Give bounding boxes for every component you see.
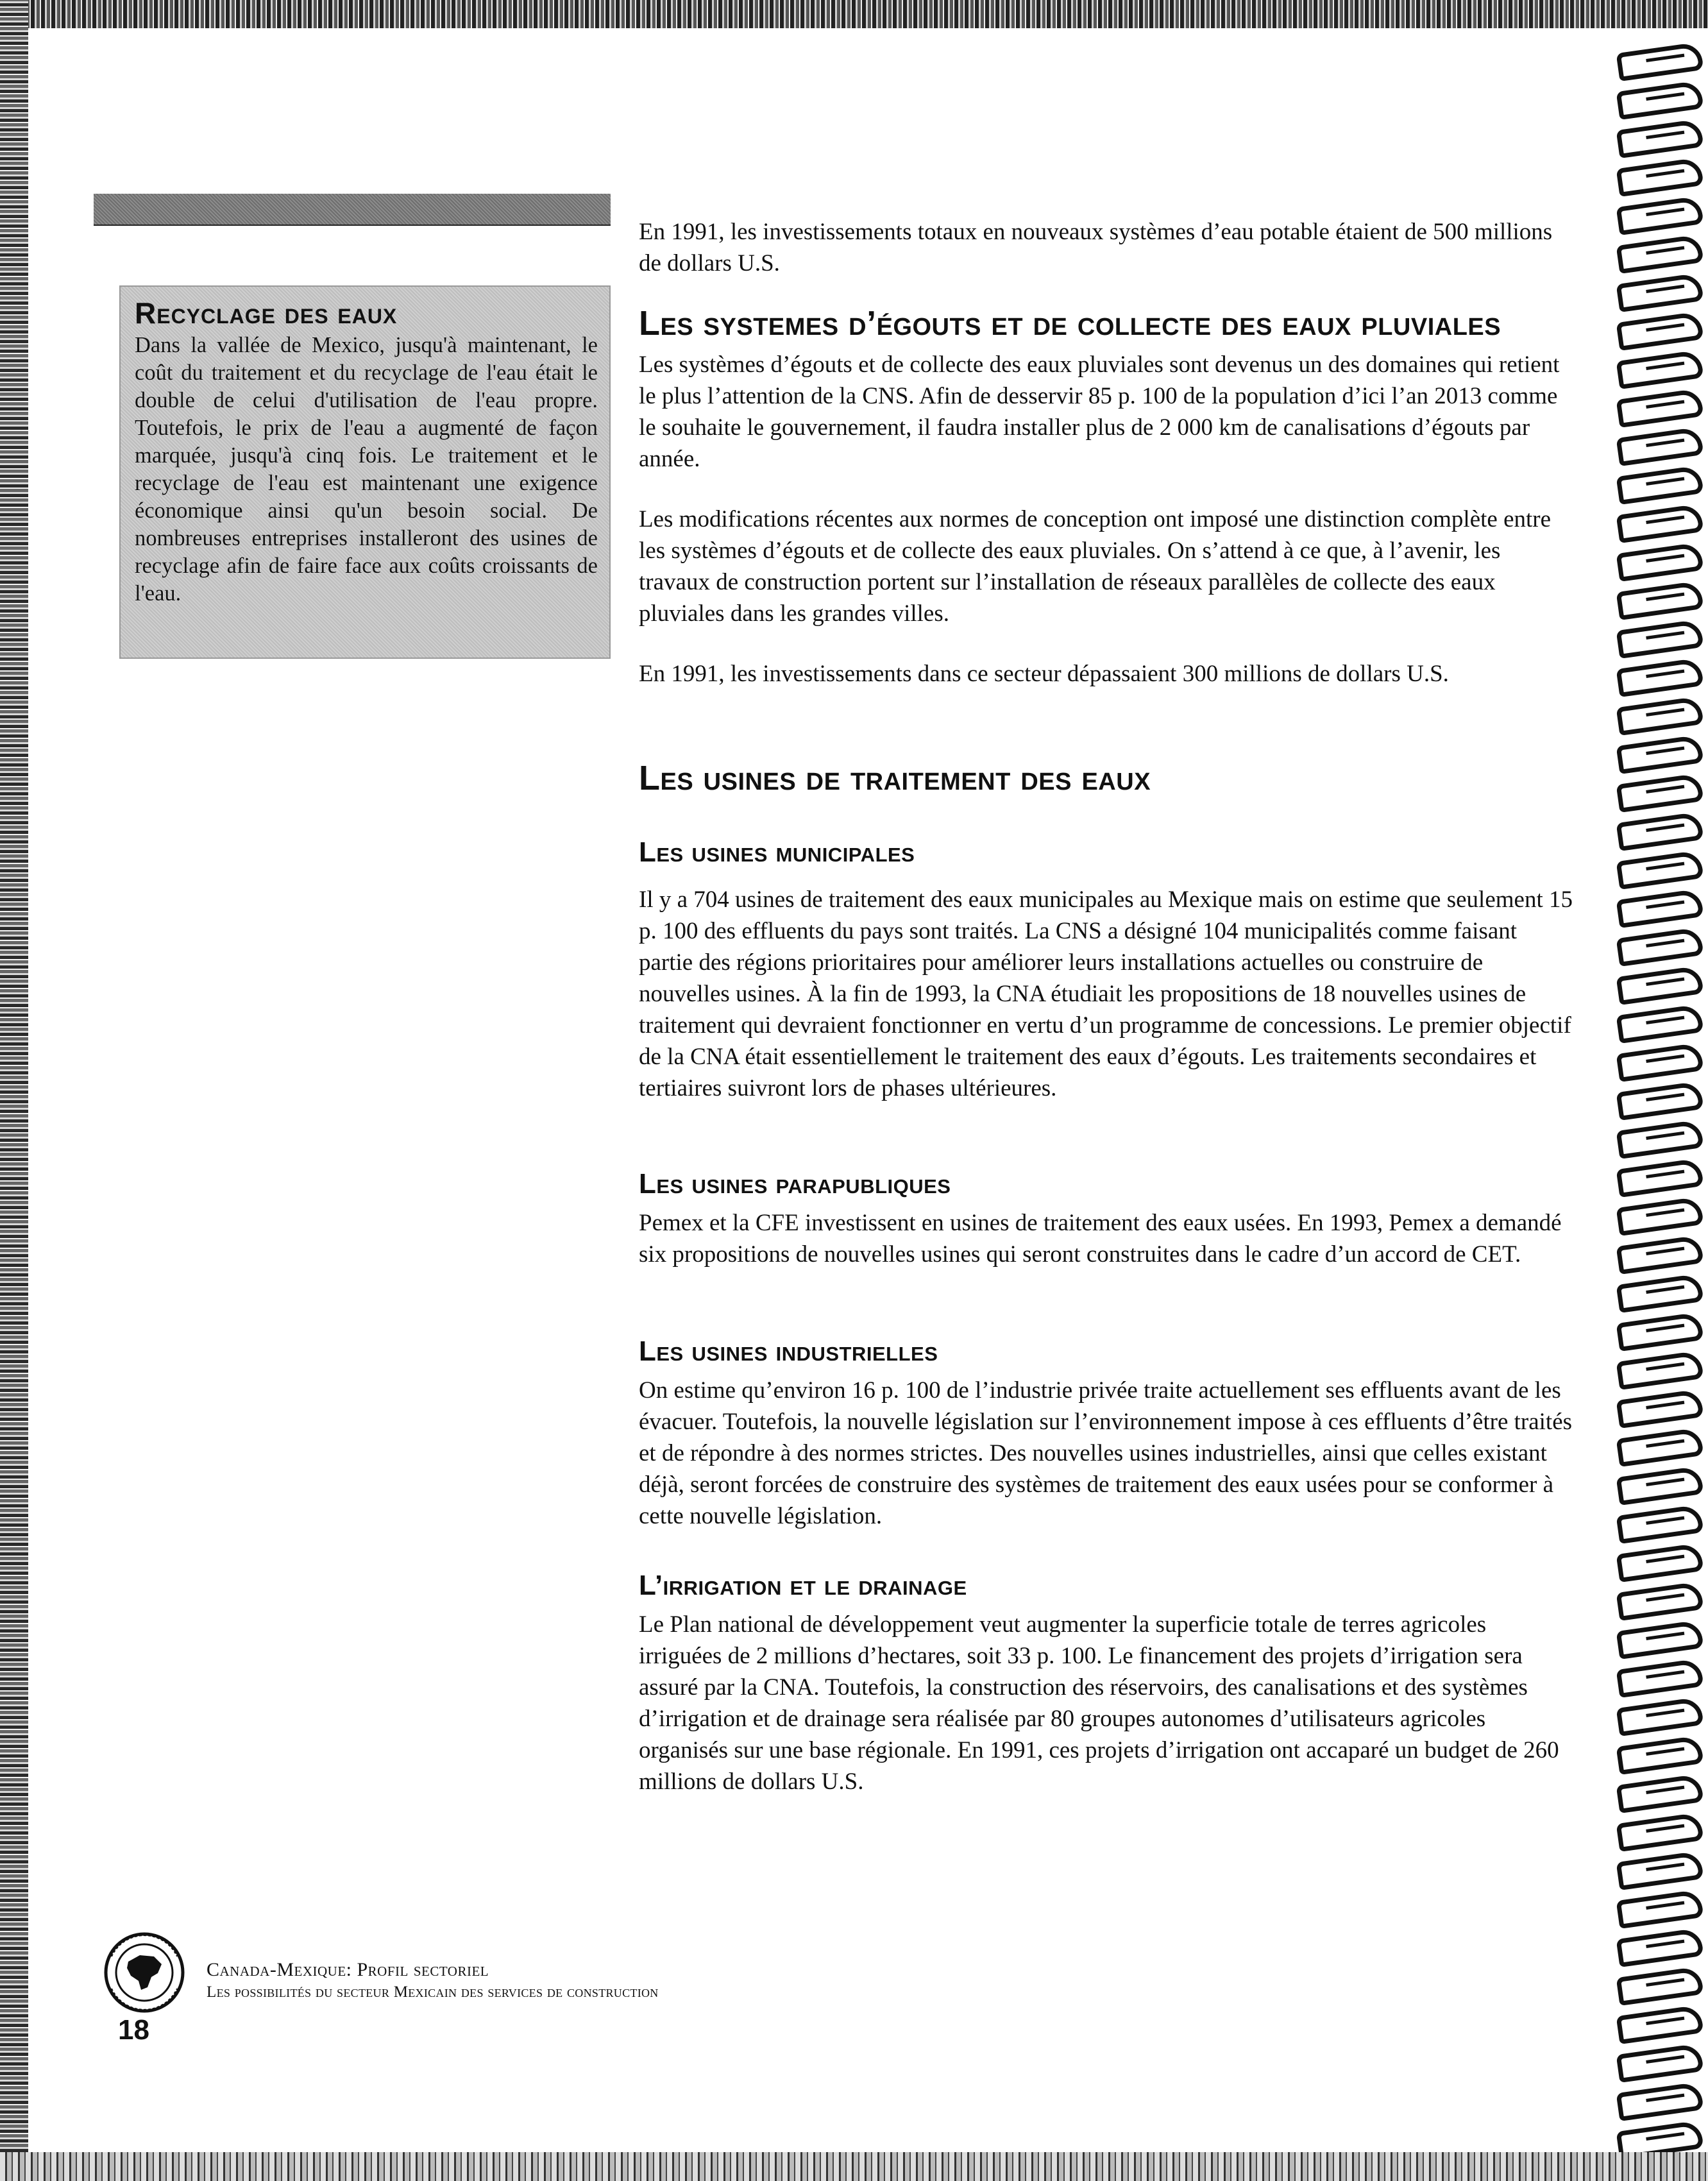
sidebar-title: Recyclage des eaux bbox=[135, 296, 398, 330]
spiral-coil bbox=[1616, 619, 1704, 659]
spiral-coil bbox=[1616, 1273, 1704, 1313]
spiral-coil bbox=[1616, 2082, 1704, 2121]
spiral-coil bbox=[1616, 1466, 1704, 1506]
sidebar-callout-box bbox=[119, 285, 611, 659]
spiral-coil bbox=[1616, 1581, 1704, 1621]
spiral-coil bbox=[1616, 1658, 1704, 1698]
spiral-coil bbox=[1616, 581, 1704, 620]
spiral-coil bbox=[1616, 311, 1704, 351]
spiral-coil bbox=[1616, 1042, 1704, 1082]
spiral-coil bbox=[1616, 273, 1704, 312]
spiral-coil bbox=[1616, 504, 1704, 543]
spiral-coil bbox=[1616, 157, 1704, 197]
subheading-usines-industrielles: Les usines industrielles bbox=[639, 1336, 938, 1367]
spiral-binding bbox=[1612, 28, 1708, 2152]
spiral-coil bbox=[1616, 350, 1704, 389]
spiral-coil bbox=[1616, 1312, 1704, 1352]
section-egouts-paragraph-1: Les systèmes d’égouts et de collecte des eaux pluviales sont devenus un des domaines qui retient le plus l’attention de la CNS. Afin de desservir 85 p. 100 de la population d’ici l’an 2013 comme le souhaite le gouvernement, il faudra installer plus de 2 000 km de canalisations d’égouts par année. bbox=[639, 352, 1560, 472]
spiral-coil bbox=[1616, 1504, 1704, 1544]
intro-paragraph: En 1991, les investissements totaux en nouveaux systèmes d’eau potable étaient de 500 millions de dollars U.S. bbox=[639, 219, 1553, 276]
spiral-coil bbox=[1616, 465, 1704, 505]
footer-publication-subtitle: Les possibilités du secteur Mexicain des services de construction bbox=[207, 1983, 659, 2001]
spiral-coil bbox=[1616, 2043, 1704, 2083]
spiral-coil bbox=[1616, 1235, 1704, 1275]
spiral-coil bbox=[1616, 1196, 1704, 1236]
spiral-coil bbox=[1616, 1697, 1704, 1736]
section-egouts-paragraph-3: En 1991, les investissements dans ce secteur dépassaient 300 millions de dollars U.S. bbox=[639, 661, 1449, 687]
spiral-coil bbox=[1616, 196, 1704, 235]
spiral-coil bbox=[1616, 542, 1704, 582]
spiral-coil bbox=[1616, 119, 1704, 158]
spiral-coil bbox=[1616, 850, 1704, 890]
spiral-coil bbox=[1616, 1004, 1704, 1044]
spiral-coil bbox=[1616, 1966, 1704, 2006]
spiral-coil bbox=[1616, 234, 1704, 274]
section-heading-egouts: Les systemes d’égouts et de collecte des eaux pluviales bbox=[639, 304, 1501, 343]
page-number: 18 bbox=[118, 2014, 149, 2046]
subheading-usines-municipales: Les usines municipales bbox=[639, 836, 915, 868]
sidebar-header-strip bbox=[94, 194, 611, 226]
spiral-coil bbox=[1616, 1350, 1704, 1390]
section-heading-irrigation: L’irrigation et le drainage bbox=[639, 1570, 967, 1601]
spiral-coil bbox=[1616, 2120, 1704, 2152]
spiral-coil bbox=[1616, 80, 1704, 120]
spiral-coil bbox=[1616, 1812, 1704, 1852]
irrigation-paragraph: Le Plan national de développement veut augmenter la superficie totale de terres agricoles irriguées de 2 millions d’hectares, soit 33 p. 100. Le financement des projets d’irrigation sera assuré par la CNA. Toutefois, la construction des réservoirs, des canalisations et des systèmes d’irrigation et de drainage sera réalisée par 80 groupes autonomes d’utilisateurs agricoles organisés sur une base régionale. En 1991, ces projets d’irrigation ont accaparé un budget de 260 millions de dollars U.S. bbox=[639, 1611, 1559, 1795]
spiral-coil bbox=[1616, 811, 1704, 851]
spiral-coil bbox=[1616, 1427, 1704, 1467]
spiral-coil bbox=[1616, 1389, 1704, 1429]
scan-border-left bbox=[0, 0, 28, 2181]
spiral-coil bbox=[1616, 1081, 1704, 1121]
spiral-coil bbox=[1616, 734, 1704, 774]
spiral-coil bbox=[1616, 1620, 1704, 1659]
scan-border-bottom bbox=[0, 2152, 1708, 2181]
section-heading-usines: Les usines de traitement des eaux bbox=[639, 759, 1151, 797]
subheading-usines-parapubliques: Les usines parapubliques bbox=[639, 1168, 951, 1200]
spiral-coil bbox=[1616, 1851, 1704, 1890]
spiral-coil bbox=[1616, 1889, 1704, 1929]
spiral-coil bbox=[1616, 1543, 1704, 1583]
spiral-coil bbox=[1616, 2005, 1704, 2044]
spiral-coil bbox=[1616, 965, 1704, 1005]
spiral-coil bbox=[1616, 42, 1704, 81]
spiral-coil bbox=[1616, 1119, 1704, 1159]
spiral-coil bbox=[1616, 658, 1704, 697]
spiral-coil bbox=[1616, 388, 1704, 428]
north-america-globe-seal-icon bbox=[103, 1931, 186, 2014]
spiral-coil bbox=[1616, 696, 1704, 736]
footer-publication-title: Canada-Mexique: Profil sectoriel bbox=[207, 1959, 489, 1980]
usines-industrielles-paragraph: On estime qu’environ 16 p. 100 de l’industrie privée traite actuellement ses effluents avant de les évacuer. Toutefois, la nouvelle législation sur l’environnement impose à ces effluents d’être traités et de répondre à des normes strictes. Des nouvelles usines industrielles, ainsi que celles existant déjà, seront forcées de construire des systèmes de traitement des eaux usées pour se conformer à cette nouvelle législation. bbox=[639, 1377, 1573, 1529]
usines-parapubliques-paragraph: Pemex et la CFE investissent en usines de traitement des eaux usées. En 1993, Pemex a demandé six propositions de nouvelles usines qui seront construites dans le cadre d’un accord de CET. bbox=[639, 1210, 1562, 1268]
spiral-coil bbox=[1616, 427, 1704, 466]
usines-municipales-paragraph: Il y a 704 usines de traitement des eaux municipales au Mexique mais on estime que seulement 15 p. 100 des effluents du pays sont traités. La CNS a désigné 104 municipalités comme faisant partie des régions prioritaires pour améliorer leurs installations actuelles ou construire de nouvelles usines. À la fin de 1993, la CNA étudiait les propositions de 18 nouvelles usines de traitement qui devraient fonctionner en vertu d’un programme de concessions. Le premier objectif de la CNA était essentiellement le traitement des eaux d’égouts. Les traitements secondaires et tertiaires suivront lors de phases ultérieures. bbox=[639, 887, 1573, 1101]
spiral-coil bbox=[1616, 888, 1704, 928]
section-egouts-paragraph-2: Les modifications récentes aux normes de conception ont imposé une distinction complète entre les systèmes d’égouts et de collecte des eaux pluviales. On s’attend à ce que, à l’avenir, les travaux de construction portent sur l’installation de réseaux parallèles de collecte des eaux pluviales dans les grandes villes. bbox=[639, 506, 1552, 627]
spiral-coil bbox=[1616, 1928, 1704, 1967]
spiral-coil bbox=[1616, 1774, 1704, 1813]
spiral-coil bbox=[1616, 1158, 1704, 1198]
spiral-coil bbox=[1616, 927, 1704, 967]
spiral-coil bbox=[1616, 1735, 1704, 1775]
scan-border-top bbox=[0, 0, 1708, 28]
spiral-coil bbox=[1616, 773, 1704, 813]
sidebar-body: Dans la vallée de Mexico, jusqu'à maintenant, le coût du traitement et du recyclage de l'eau était le double de celui d'utilisation de l'eau propre. Toutefois, le prix de l'eau a augmenté de façon marquée, jusqu'à cinq fois. Le traitement et le recyclage de l'eau est maintenant une exigence économique ainsi qu'un besoin social. De nombreuses entreprises installeront des usines de recyclage afin de faire face aux coûts croissants de l'eau. bbox=[135, 333, 598, 606]
